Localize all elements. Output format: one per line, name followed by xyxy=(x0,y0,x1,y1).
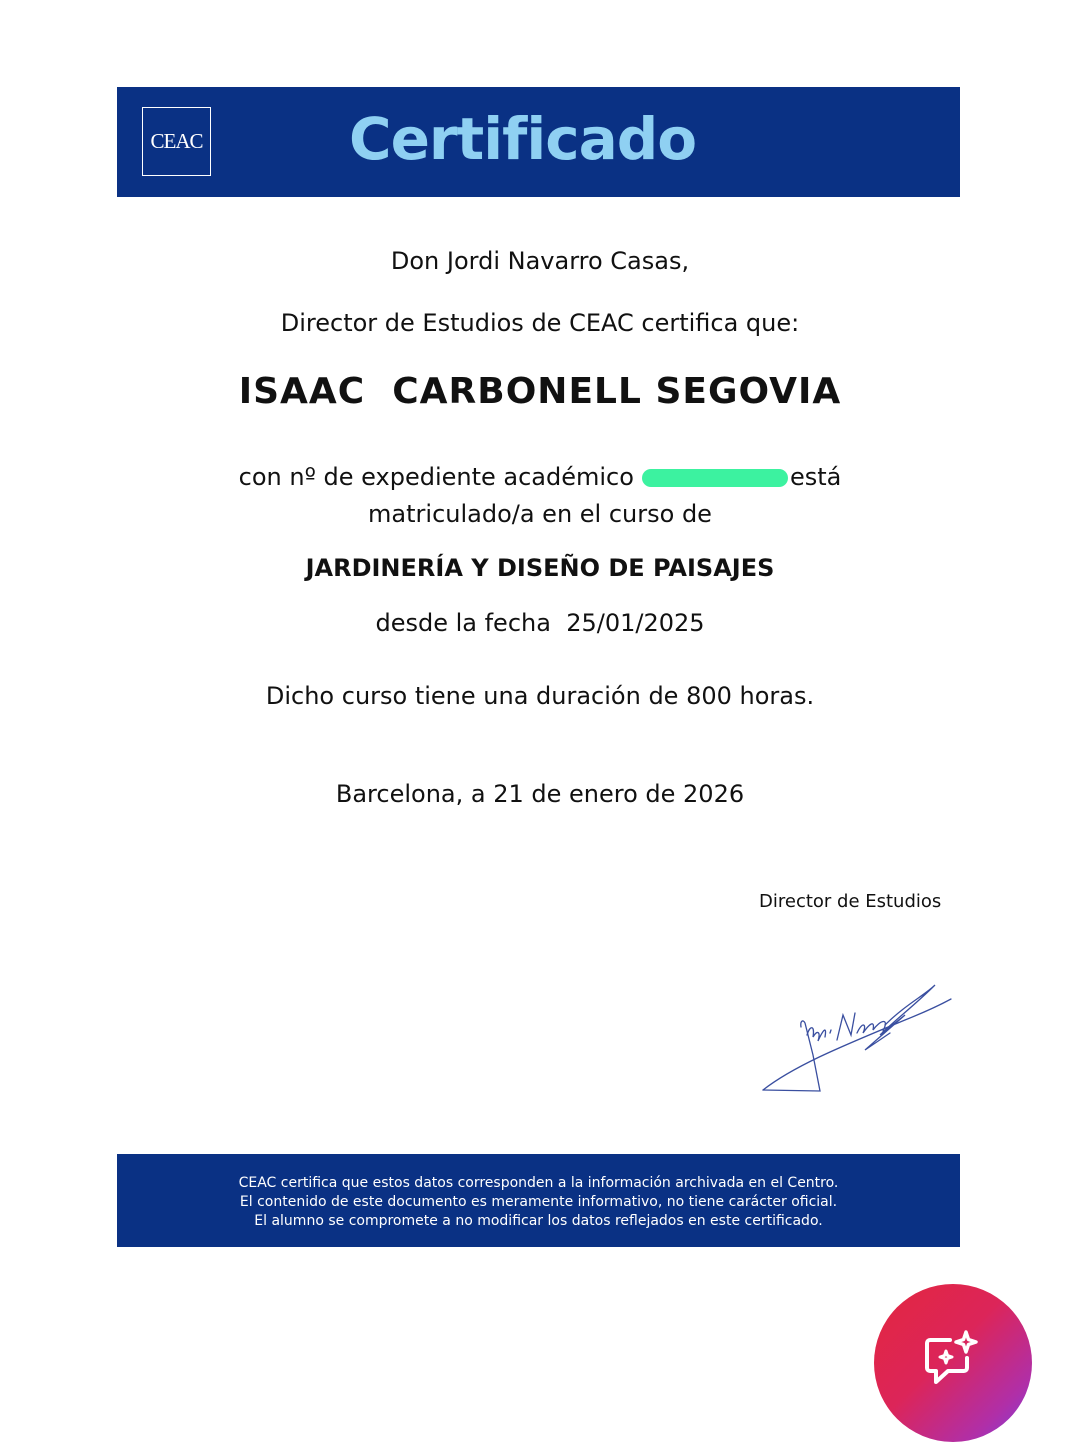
signature-image xyxy=(755,975,955,1095)
course-duration: Dicho curso tiene una duración de 800 horas. xyxy=(265,682,815,710)
certificate-title: Certificado xyxy=(349,105,697,173)
place-and-date: Barcelona, a 21 de enero de 2026 xyxy=(335,780,745,808)
logo-text: CEAC xyxy=(150,129,203,153)
expediente-line xyxy=(0,463,1080,491)
disclaimer-line-1: CEAC certifica que estos datos corresponden a la información archivada en el Centro. xyxy=(238,1175,839,1191)
issuer-name: Don Jordi Navarro Casas, xyxy=(390,247,690,275)
disclaimer-line-2: El contenido de este documento es meramente informativo, no tiene carácter oficial. xyxy=(239,1194,838,1210)
start-date: desde la fecha 25/01/2025 xyxy=(375,609,705,637)
expediente-suffix: está xyxy=(789,463,842,491)
issuer-role: Director de Estudios de CEAC certifica que: xyxy=(280,309,800,337)
certificate-header xyxy=(117,87,960,197)
redacted-expediente-number xyxy=(642,469,788,487)
student-name: ISAAC CARBONELL SEGOVIA xyxy=(238,371,842,412)
course-name: JARDINERÍA Y DISEÑO DE PAISAJES xyxy=(305,554,775,582)
enrolled-text: matriculado/a en el curso de xyxy=(368,500,712,528)
signature-title: Director de Estudios xyxy=(759,891,942,912)
disclaimer-footer xyxy=(117,1154,960,1247)
disclaimer-line-3: El alumno se compromete a no modificar los datos reflejados en este certificado. xyxy=(254,1213,823,1229)
expediente-prefix: con nº de expediente académico xyxy=(238,463,634,491)
chat-sparkle-icon xyxy=(920,1328,984,1392)
ai-chat-button[interactable] xyxy=(874,1284,1032,1442)
ceac-logo xyxy=(142,107,211,176)
